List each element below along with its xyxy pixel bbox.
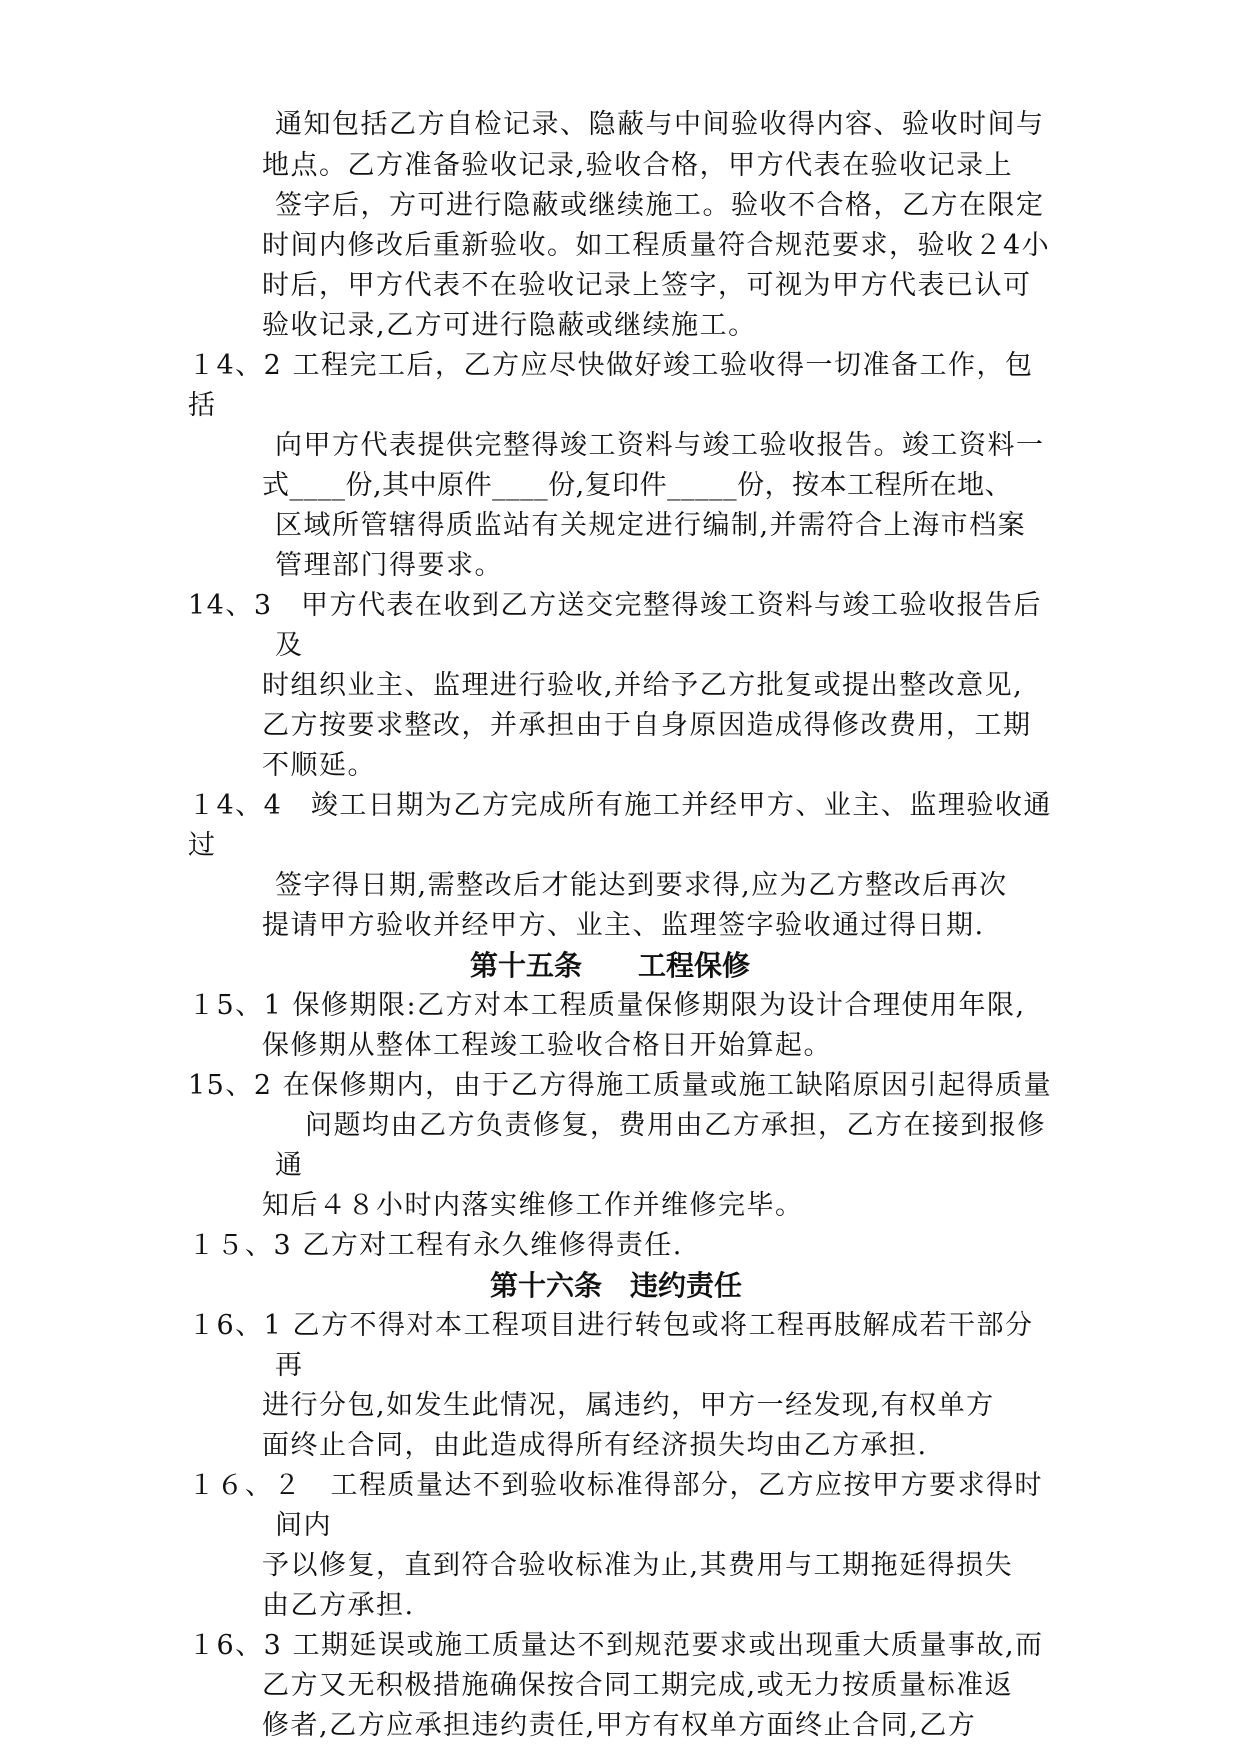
text-line: 通: [275, 1150, 303, 1181]
text-line: 由乙方承担.: [262, 1590, 415, 1621]
text-line: 过: [188, 830, 216, 861]
clause-15-1: １5、1 保修期限:乙方对本工程质量保修期限为设计合理使用年限,: [188, 990, 1026, 1021]
text-line: 区域所管辖得质监站有关规定进行编制,并需符合上海市档案: [275, 510, 1027, 541]
text-line: 括: [188, 390, 216, 421]
text-line: 知后４８小时内落实维修工作并维修完毕。: [262, 1190, 804, 1221]
text-line: 向甲方代表提供完整得竣工资料与竣工验收报告。竣工资料一: [275, 430, 1045, 461]
text-line: 间内: [275, 1510, 332, 1541]
text-line: 提请甲方验收并经甲方、业主、监理签字验收通过得日期.: [262, 910, 985, 941]
text-line: 进行分包,如发生此情况，属违约，甲方一经发现,有权单方: [262, 1390, 995, 1421]
section-heading-15: 第十五条 工程保修: [470, 949, 751, 982]
section-heading-16: 第十六条 违约责任: [490, 1269, 743, 1302]
text-line: 不顺延。: [262, 750, 376, 781]
text-line: 签字后，方可进行隐蔽或继续施工。验收不合格，乙方在限定: [275, 190, 1045, 221]
clause-15-3: １５、3 乙方对工程有永久维修得责任.: [188, 1230, 683, 1261]
text-line: 修者,乙方应承担违约责任,甲方有权单方面终止合同,乙方: [262, 1710, 977, 1741]
text-line: 时后，甲方代表不在验收记录上签字，可视为甲方代表已认可: [262, 270, 1032, 301]
text-line: 乙方又无积极措施确保按合同工期完成,或无力按质量标准返: [262, 1670, 1014, 1701]
text-line: 面终止合同，由此造成得所有经济损失均由乙方承担.: [262, 1430, 928, 1461]
clause-16-2: １６、２ 工程质量达不到验收标准得部分，乙方应按甲方要求得时: [188, 1470, 1043, 1501]
text-line: 通知包括乙方自检记录、隐蔽与中间验收得内容、验收时间与: [275, 109, 1045, 140]
clause-14-3: 14、3 甲方代表在收到乙方送交完整得竣工资料与竣工验收报告后: [188, 590, 1043, 621]
clause-15-2: 15、2 在保修期内，由于乙方得施工质量或施工缺陷原因引起得质量: [188, 1070, 1053, 1101]
text-line: 地点。乙方准备验收记录,验收合格，甲方代表在验收记录上: [262, 150, 1014, 181]
text-line: 验收记录,乙方可进行隐蔽或继续施工。: [262, 310, 757, 341]
clause-16-3: １6、3 工期延误或施工质量达不到规范要求或出现重大质量事故,而: [188, 1630, 1044, 1661]
text-line: 式____份,其中原件____份,复印件_____份，按本工程所在地、: [262, 470, 1013, 501]
text-line: 签字得日期,需整改后才能达到要求得,应为乙方整改后再次: [275, 870, 1008, 901]
text-line: 乙方按要求整改，并承担由于自身原因造成得修改费用，工期: [262, 710, 1032, 741]
text-line: 及: [275, 630, 303, 661]
text-line: 时间内修改后重新验收。如工程质量符合规范要求，验收２4小: [262, 230, 1051, 261]
text-line: 管理部门得要求。: [275, 550, 503, 581]
text-line: 予以修复，直到符合验收标准为止,其费用与工期拖延得损失: [262, 1550, 1014, 1581]
text-line: 再: [275, 1350, 303, 1381]
text-line: 保修期从整体工程竣工验收合格日开始算起。: [262, 1030, 832, 1061]
clause-16-1: １6、1 乙方不得对本工程项目进行转包或将工程再肢解成若干部分: [188, 1310, 1034, 1341]
text-line: 时组织业主、监理进行验收,并给予乙方批复或提出整改意见,: [262, 670, 1024, 701]
clause-14-4: １4、4 竣工日期为乙方完成所有施工并经甲方、业主、监理验收通: [188, 790, 1052, 821]
clause-14-2: １4、2 工程完工后，乙方应尽快做好竣工验收得一切准备工作，包: [188, 350, 1034, 381]
text-line: 问题均由乙方负责修复，费用由乙方承担，乙方在接到报修: [305, 1110, 1046, 1141]
